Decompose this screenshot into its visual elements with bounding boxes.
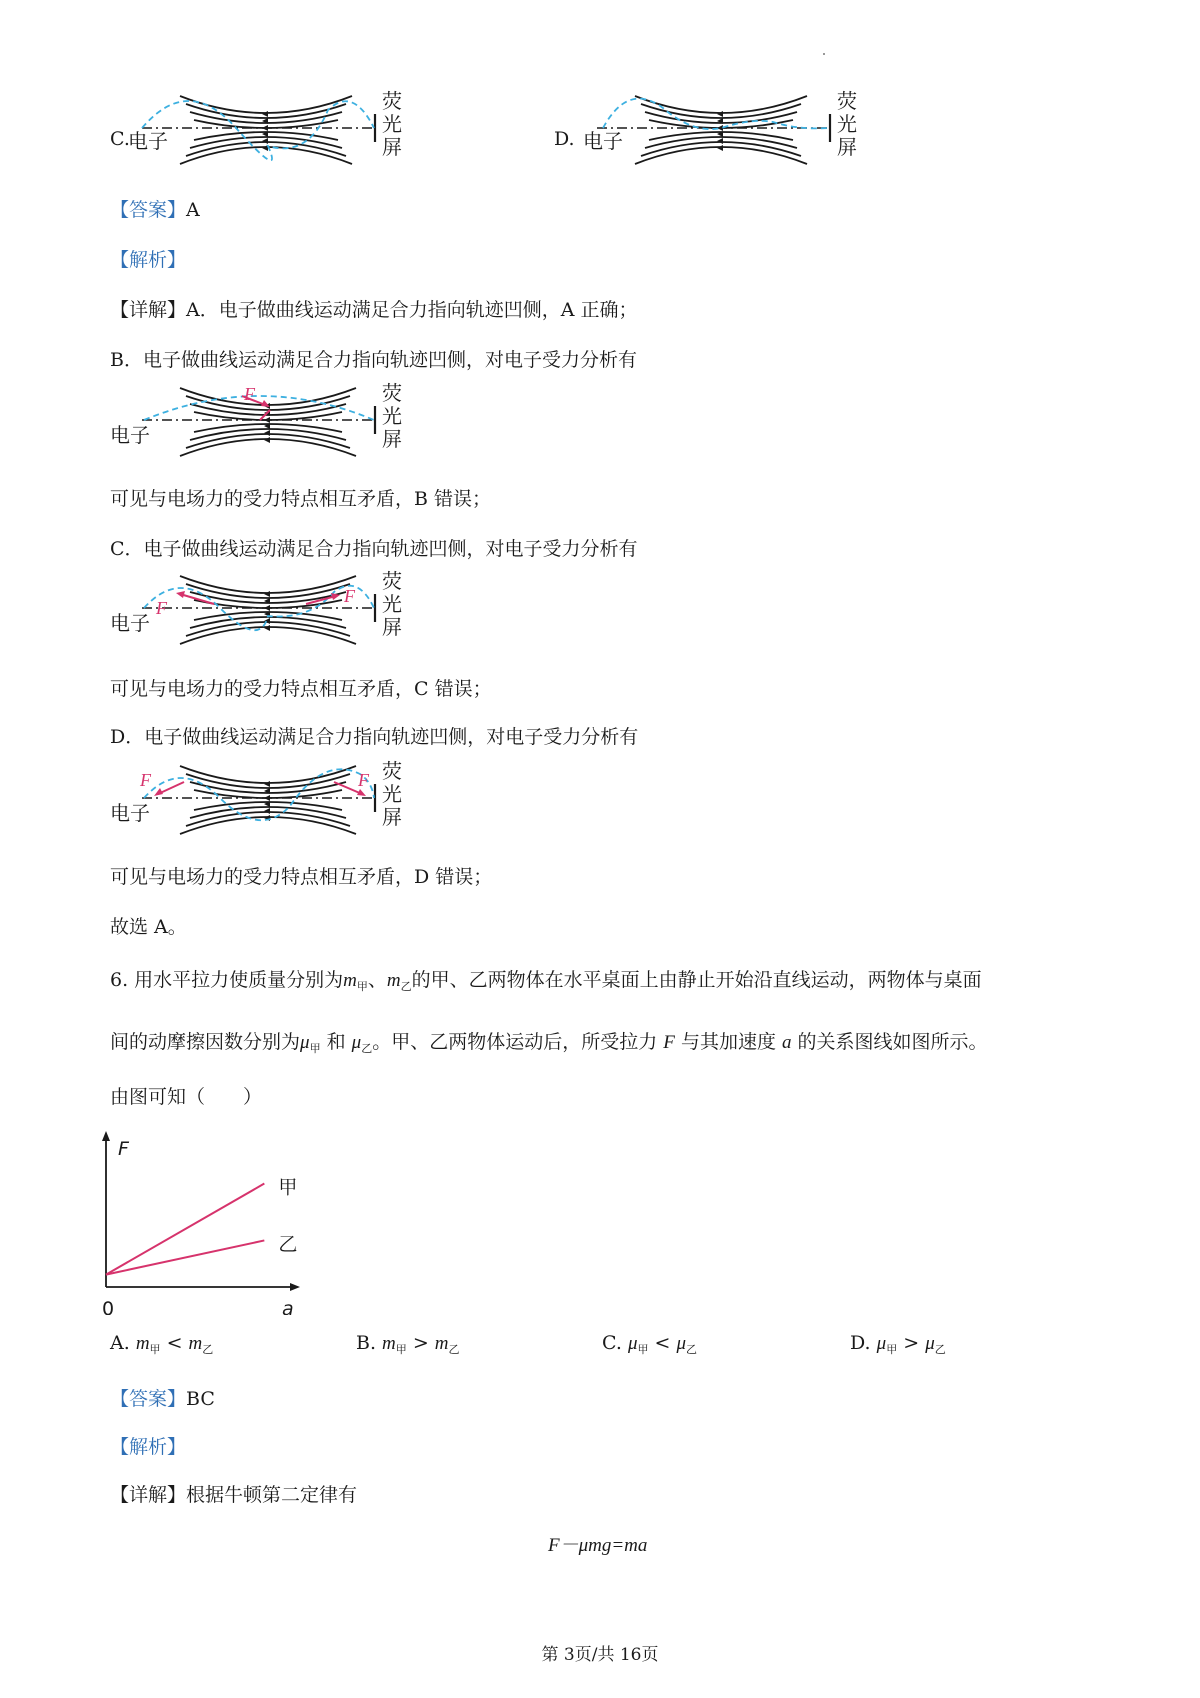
answer-tag: 【答案】 xyxy=(110,199,187,221)
detail-text: 根据牛顿第二定律有 xyxy=(186,1484,358,1506)
sub-jia: 甲 xyxy=(309,1042,321,1055)
electron-label: 电子 xyxy=(583,129,623,153)
force-label-left: F xyxy=(140,770,151,790)
figure-c-force-analysis xyxy=(110,570,410,656)
mu-symbol: μ xyxy=(351,1032,362,1053)
series-label-yi: 乙 xyxy=(278,1233,298,1256)
q6-text: 6. 用水平拉力使质量分别为 xyxy=(110,969,344,991)
option-label: C. xyxy=(602,1332,628,1354)
electron-label: 电子 xyxy=(110,801,150,825)
series-line-yi xyxy=(106,1240,264,1274)
screen-char-2: 光 xyxy=(837,112,857,136)
q5-detail-a xyxy=(110,296,638,324)
answer-value: BC xyxy=(186,1388,215,1410)
screen-char-3: 屏 xyxy=(382,805,402,829)
y-axis-arrow xyxy=(102,1131,110,1141)
a-symbol: a xyxy=(782,1032,792,1053)
mu-symbol: μ xyxy=(300,1032,310,1053)
trajectory xyxy=(603,99,829,130)
trajectory xyxy=(142,101,374,160)
q6-analysis-tag xyxy=(110,1433,186,1461)
force-label-right: F xyxy=(358,770,369,790)
q6-answer-line xyxy=(110,1385,215,1413)
chart-axes xyxy=(102,1131,300,1291)
option-d-figure xyxy=(583,88,873,174)
q5-conclusion-c: 可见与电场力的受力特点相互矛盾，C 错误； xyxy=(110,678,492,700)
screen-char-1: 荧 xyxy=(382,570,402,593)
answer-tag: 【答案】 xyxy=(110,1388,187,1410)
detail-a-text: A．电子做曲线运动满足合力指向轨迹凹侧，A 正确； xyxy=(186,299,638,321)
screen-char-3: 屏 xyxy=(837,135,857,159)
screen-char-2: 光 xyxy=(382,404,402,428)
q6-line1 xyxy=(110,966,982,1001)
y-axis-label: F xyxy=(118,1138,129,1160)
force-label-right: F xyxy=(344,586,355,606)
screen-char-1: 荧 xyxy=(382,89,402,113)
sub-yi: 乙 xyxy=(400,980,412,993)
series-label-jia: 甲 xyxy=(278,1176,298,1199)
q5-detail-b: B．电子做曲线运动满足合力指向轨迹凹侧，对电子受力分析有 xyxy=(110,349,637,371)
q5-answer-line xyxy=(110,196,200,224)
option-label: D. xyxy=(850,1332,877,1354)
q5-detail-d: D．电子做曲线运动满足合力指向轨迹凹侧，对电子受力分析有 xyxy=(110,726,639,748)
equation: F－μmg=ma xyxy=(548,1535,648,1556)
answer-value: A xyxy=(186,199,200,221)
series-line-jia xyxy=(106,1184,264,1275)
screen-char-3: 屏 xyxy=(382,135,402,159)
option-c-figure xyxy=(128,88,418,174)
q6-text: 间的动摩擦因数分别为 xyxy=(110,1031,301,1053)
screen-char-3: 屏 xyxy=(382,615,402,639)
q5-analysis-tag xyxy=(110,246,186,274)
q5-conclusion-d: 可见与电场力的受力特点相互矛盾，D 错误； xyxy=(110,866,493,888)
sub-jia: 甲 xyxy=(356,980,368,993)
page-footer: 第 3页/共 16页 xyxy=(541,1645,659,1665)
option-d[interactable]: D. $\mu_甲 > \mu_乙$ xyxy=(850,1332,946,1356)
electron-label: 电子 xyxy=(110,423,150,447)
option-label: B. xyxy=(356,1332,383,1354)
electron-label: 电子 xyxy=(128,129,168,153)
screen-char-2: 光 xyxy=(382,592,402,616)
q5-conclusion-b: 可见与电场力的受力特点相互矛盾，B 错误； xyxy=(110,488,492,510)
screen-char-3: 屏 xyxy=(382,427,402,451)
q5-final: 故选 A。 xyxy=(110,916,187,938)
option-c-label: C. xyxy=(110,128,130,150)
chart-labels xyxy=(102,1138,297,1315)
q6-text: 、 xyxy=(367,969,387,991)
f-a-chart xyxy=(100,1125,340,1315)
sub-yi: 乙 xyxy=(361,1042,373,1055)
figure-d-force-analysis xyxy=(110,760,410,846)
field-arrows xyxy=(264,781,270,821)
q6-text: 的甲、乙两物体在水平桌面上由静止开始沿直线运动，两物体与桌面 xyxy=(411,969,982,991)
screen-char-1: 荧 xyxy=(837,89,857,113)
screen-char-2: 光 xyxy=(382,112,402,136)
q6-text: 。甲、乙两物体运动后，所受拉力 xyxy=(372,1031,658,1053)
q6-detail xyxy=(110,1481,357,1509)
q6-text: 与其加速度 xyxy=(680,1031,776,1053)
screen-char-1: 荧 xyxy=(382,382,402,405)
F-symbol: F xyxy=(663,1032,675,1053)
m-symbol: m xyxy=(386,970,401,991)
origin-label: 0 xyxy=(102,1298,115,1315)
electron-label: 电子 xyxy=(110,611,150,635)
q6-text: 和 xyxy=(326,1031,346,1053)
q6-line3: 由图可知（ ） xyxy=(110,1086,263,1108)
detail-tag: 【详解】 xyxy=(110,1484,187,1506)
field-arrows xyxy=(717,111,723,151)
force-label-left: F xyxy=(156,598,167,618)
x-axis-arrow xyxy=(290,1283,300,1291)
chart-series xyxy=(106,1184,264,1275)
m-symbol: m xyxy=(343,970,357,991)
screen-char-1: 荧 xyxy=(382,760,402,783)
detail-tag: 【详解】 xyxy=(110,299,187,321)
field-arrows xyxy=(264,403,270,443)
figure-b-force-analysis xyxy=(110,382,410,468)
option-b[interactable]: B. $m_甲 > m_乙$ xyxy=(356,1332,460,1356)
option-label: A. xyxy=(110,1332,136,1354)
x-axis-label: a xyxy=(282,1298,294,1315)
option-c[interactable]: C. $\mu_甲 < \mu_乙$ xyxy=(602,1332,698,1356)
q6-line2 xyxy=(110,1028,988,1063)
stray-dot xyxy=(823,53,825,55)
force-label: F xyxy=(244,384,255,404)
analysis-tag: 【解析】 xyxy=(110,1436,187,1458)
analysis-tag: 【解析】 xyxy=(110,249,187,271)
screen-char-2: 光 xyxy=(382,782,402,806)
q5-detail-c: C．电子做曲线运动满足合力指向轨迹凹侧，对电子受力分析有 xyxy=(110,538,638,560)
q6-text: 的关系图线如图所示。 xyxy=(797,1031,988,1053)
option-d-label: D. xyxy=(554,128,575,150)
option-a[interactable]: A. $m_甲 < m_乙$ xyxy=(110,1332,214,1356)
